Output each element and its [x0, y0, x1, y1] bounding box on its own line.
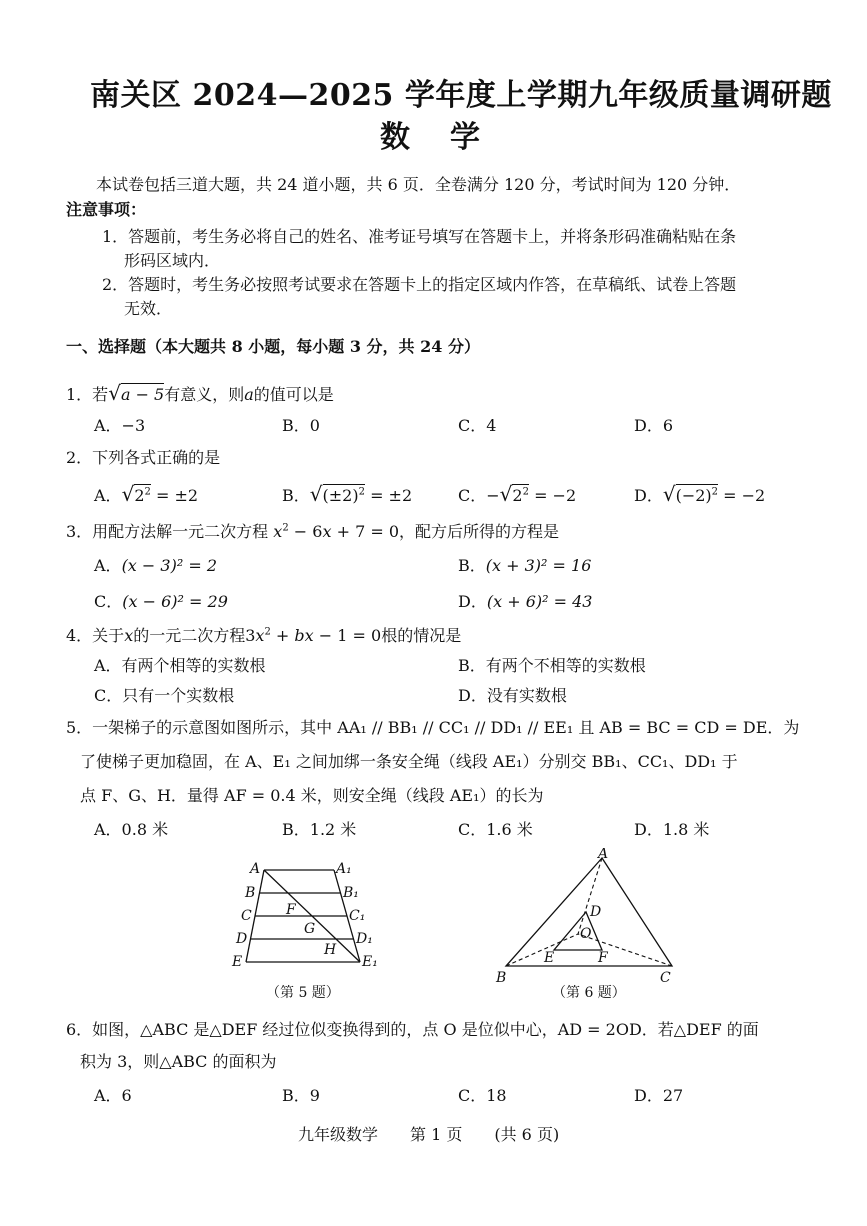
label-B1: B₁ — [343, 885, 359, 901]
q3-option-c: C．(x − 6)² = 29 — [94, 592, 228, 611]
question-1-stem — [66, 382, 334, 406]
intro-text: 本试卷包括三道大题，共 24 道小题，共 6 页．全卷满分 120 分，考试时间为 120 分钟． — [96, 175, 741, 194]
subject-title: 数学 — [380, 120, 520, 155]
q3-option-b: B．(x + 3)² = 16 — [458, 556, 592, 575]
question-5-line-3: 点 F、G、H．量得 AF = 0.4 米，则安全绳（线段 AE₁）的长为 — [80, 786, 544, 805]
q6-option-d: D．27 — [634, 1086, 684, 1105]
radical-sign: √ — [108, 381, 121, 405]
label-A: A — [250, 861, 261, 877]
q5-option-d: D．1.8 米 — [634, 820, 710, 839]
label-E: E — [544, 950, 555, 966]
label-G: G — [304, 921, 316, 937]
q1-rest: 有意义，则 — [164, 385, 245, 404]
q3-option-a: A．(x − 3)² = 2 — [94, 556, 217, 575]
figure-6-caption: （第 6 题） — [552, 985, 626, 1001]
q2-option-d: D．$√(-2)^2 = -2$ — [634, 482, 766, 506]
notice-item-2-line-1: 2．答题时，考生务必按照考试要求在答题卡上的指定区域内作答，在草稿纸、试卷上答题 — [102, 275, 737, 294]
label-O: O — [580, 926, 592, 942]
label-H: H — [324, 942, 337, 958]
q6-option-b: B．9 — [282, 1086, 320, 1105]
label-D1: D₁ — [356, 931, 373, 947]
q2-option-b: B．$√(\pm 2)^2 = \pm 2$ — [282, 482, 413, 506]
label-D: D — [236, 931, 248, 947]
q1-option-a: A．−3 — [94, 416, 146, 435]
q4-option-a: A．有两个相等的实数根 — [94, 656, 266, 675]
q1-rest2: 的值可以是 — [253, 385, 334, 404]
question-6-line-1: 6．如图，△ABC 是△DEF 经过位似变换得到的，点 O 是位似中心，AD = 2OD．若△DEF 的面 — [66, 1020, 759, 1039]
q2-option-a: A．$√2^2 = \pm 2$ — [94, 482, 199, 506]
section-1-heading: 一、选择题（本大题共 8 小题，每小题 3 分，共 24 分） — [66, 337, 480, 356]
label-C: C — [241, 908, 252, 924]
q2-option-c: C．$-√2^2 = -2$ — [458, 482, 577, 506]
q6-option-c: C．18 — [458, 1086, 507, 1105]
q5-option-a: A．0.8 米 — [94, 820, 169, 839]
question-2-stem: 2．下列各式正确的是 — [66, 448, 221, 467]
notice-heading: 注意事项： — [66, 200, 147, 219]
label-A: A — [598, 848, 609, 862]
q5-option-c: C．1.6 米 — [458, 820, 533, 839]
q3-option-d: D．(x + 6)² = 43 — [458, 592, 593, 611]
question-4-stem: 4．关于x的一元二次方程$3x^2$ + bx − 1 = 0根的情况是 — [66, 626, 462, 645]
question-6-line-2: 积为 3，则△ABC 的面积为 — [80, 1052, 277, 1071]
label-F: F — [286, 902, 296, 918]
homothety-figure — [494, 848, 684, 988]
q4-option-b: B．有两个不相等的实数根 — [458, 656, 646, 675]
question-5-line-1: 5．一架梯子的示意图如图所示，其中 AA₁ // BB₁ // CC₁ // DD₁ // EE₁ 且 AB = BC = CD = DE．为 — [66, 718, 800, 737]
figure-5-caption: （第 5 题） — [266, 985, 340, 1001]
question-5-line-2: 了使梯子更加稳固，在 A、E₁ 之间加绑一条安全绳（线段 AE₁）分别交 BB₁、CC₁、DD₁ 于 — [80, 752, 738, 771]
label-C1: C₁ — [349, 908, 366, 924]
label-E: E — [232, 954, 243, 970]
notice-item-1-line-2: 形码区域内． — [124, 251, 221, 270]
label-A1: A₁ — [336, 861, 352, 877]
exam-title: 南关区 2024—2025 学年度上学期九年级质量调研题 — [90, 78, 832, 113]
label-D: D — [590, 904, 602, 920]
q1-option-d: D．6 — [634, 416, 674, 435]
q1-var: a — [244, 385, 254, 404]
notice-item-2-line-2: 无效． — [124, 299, 173, 318]
question-3-stem: 3．用配方法解一元二次方程 $x^2 - 6x + 7 = 0$，配方后所得的方程是 — [66, 522, 560, 541]
label-C: C — [660, 970, 671, 986]
page-footer: 九年级数学 第 1 页 (共 6 页) — [298, 1125, 560, 1144]
q4-option-c: C．只有一个实数根 — [94, 686, 235, 705]
label-B: B — [496, 970, 507, 986]
q6-option-a: A．6 — [94, 1086, 132, 1105]
label-E1: E₁ — [362, 954, 378, 970]
q1-option-c: C．4 — [458, 416, 497, 435]
q5-option-b: B．1.2 米 — [282, 820, 357, 839]
label-F: F — [598, 950, 608, 966]
q1-radicand: a − 5 — [120, 385, 165, 404]
q4-option-d: D．没有实数根 — [458, 686, 567, 705]
ladder-figure — [228, 858, 398, 973]
notice-item-1-line-1: 1．答题前，考生务必将自己的姓名、准考证号填写在答题卡上，并将条形码准确粘贴在条 — [102, 227, 737, 246]
q1-number: 1．若 — [66, 385, 109, 404]
q1-option-b: B．0 — [282, 416, 320, 435]
label-B: B — [245, 885, 256, 901]
